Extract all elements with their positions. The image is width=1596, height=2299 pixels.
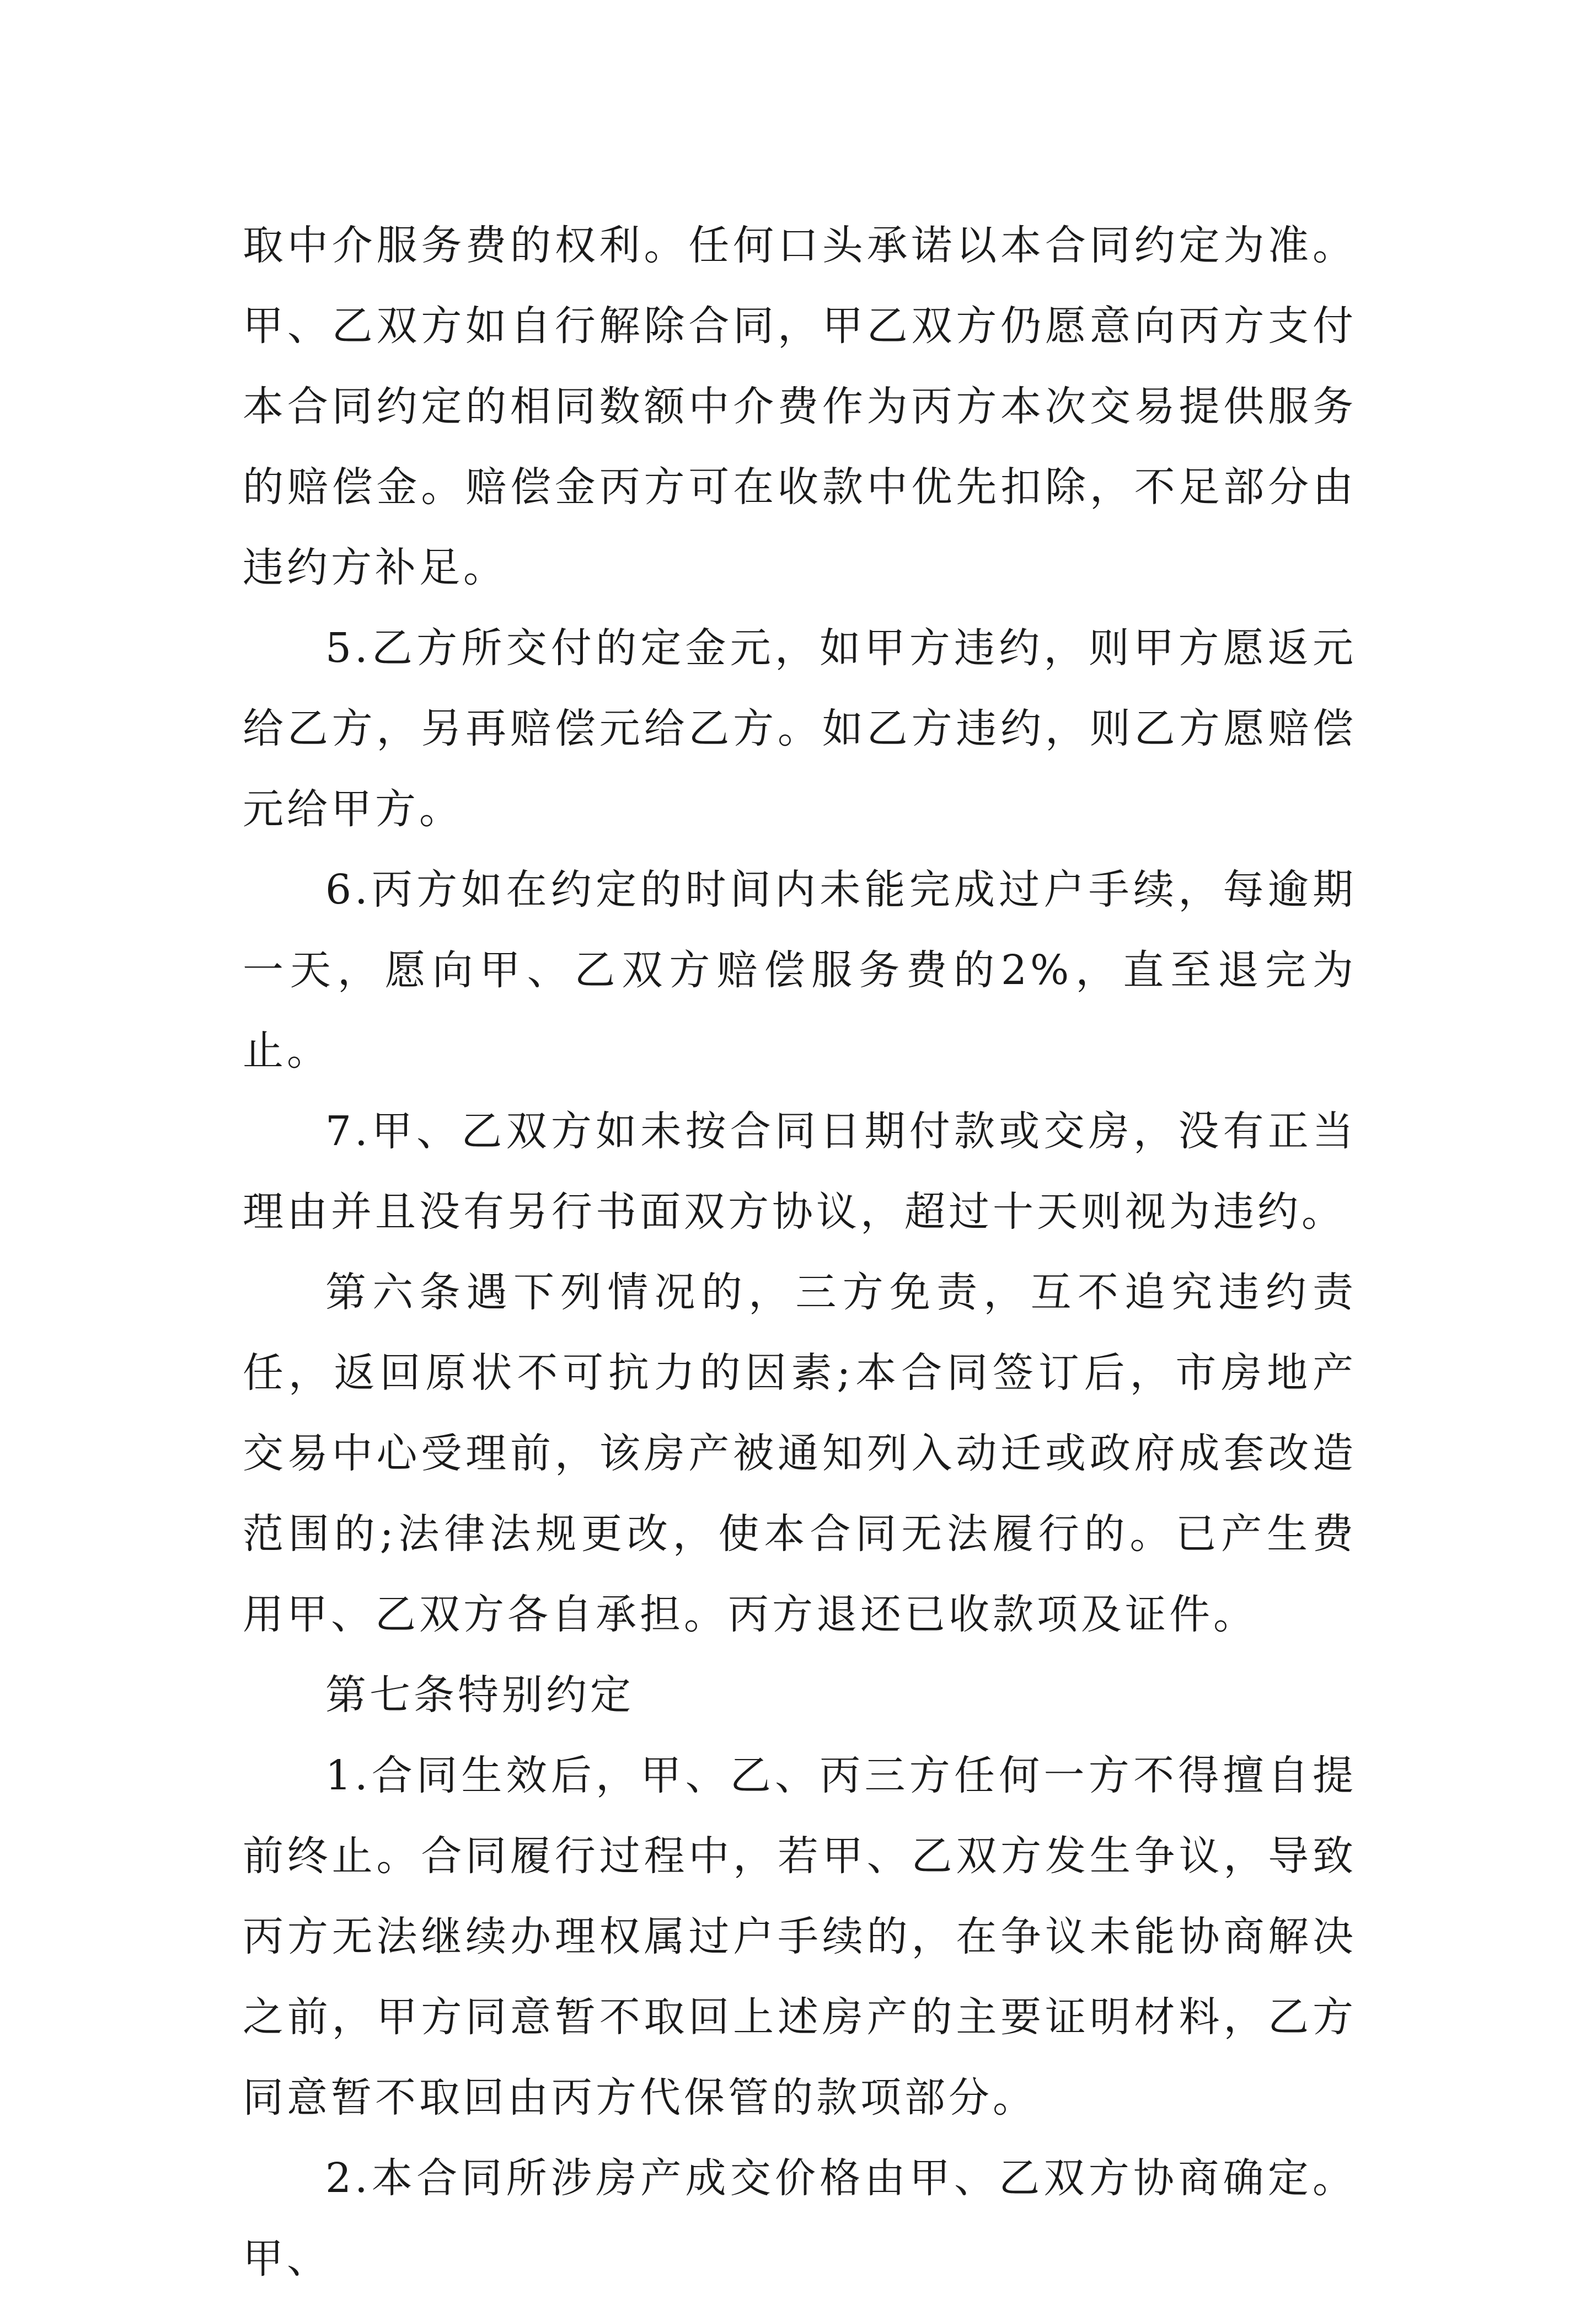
- document-body: [243, 205, 1357, 2299]
- paragraph-special-term-1: 1.合同生效后，甲、乙、丙三方任何一方不得擅自提前终止。合同履行过程中，若甲、乙双方发生争议，导致丙方无法继续办理权属过户手续的，在争议未能协商解决之前，甲方同意暂不取回上述房产的主要证明材料，乙方同意暂不取回由丙方代保管的款项部分。: [243, 1752, 1357, 2121]
- paragraph-clause-7-default: 7.甲、乙双方如未按合同日期付款或交房，没有正当理由并且没有另行书面双方协议，超过十天则视为违约。: [243, 1108, 1357, 1236]
- paragraph-clause-6-transfer-delay: 6.丙方如在约定的时间内未能完成过户手续，每逾期一天，愿向甲、乙双方赔偿服务费的2%，直至退完为止。: [243, 866, 1357, 1074]
- heading-article-7-special-terms: 第七条特别约定: [325, 1671, 634, 1719]
- paragraph-service-fee-continuation: 取中介服务费的权利。任何口头承诺以本合同约定为准。甲、乙双方如自行解除合同，甲乙双方仍愿意向丙方支付本合同约定的相同数额中介费作为丙方本次交易提供服务的赔偿金。赔偿金丙方可在收款中优先扣除，不足部分由违约方补足。: [243, 222, 1357, 591]
- paragraph-clause-5-deposit: 5.乙方所交付的定金元，如甲方违约，则甲方愿返元给乙方，另再赔偿元给乙方。如乙方违约，则乙方愿赔偿元给甲方。: [243, 624, 1357, 833]
- paragraph-special-term-2: 2.本合同所涉房产成交价格由甲、乙双方协商确定。甲、: [243, 2154, 1357, 2282]
- paragraph-article-6-force-majeure: 第六条遇下列情况的，三方免责，互不追究违约责任，返回原状不可抗力的因素;本合同签订后，市房地产交易中心受理前，该房产被通知列入动迁或政府成套改造范围的;法律法规更改，使本合同无法履行的。已产生费用甲、乙双方各自承担。丙方退还已收款项及证件。: [243, 1269, 1357, 1638]
